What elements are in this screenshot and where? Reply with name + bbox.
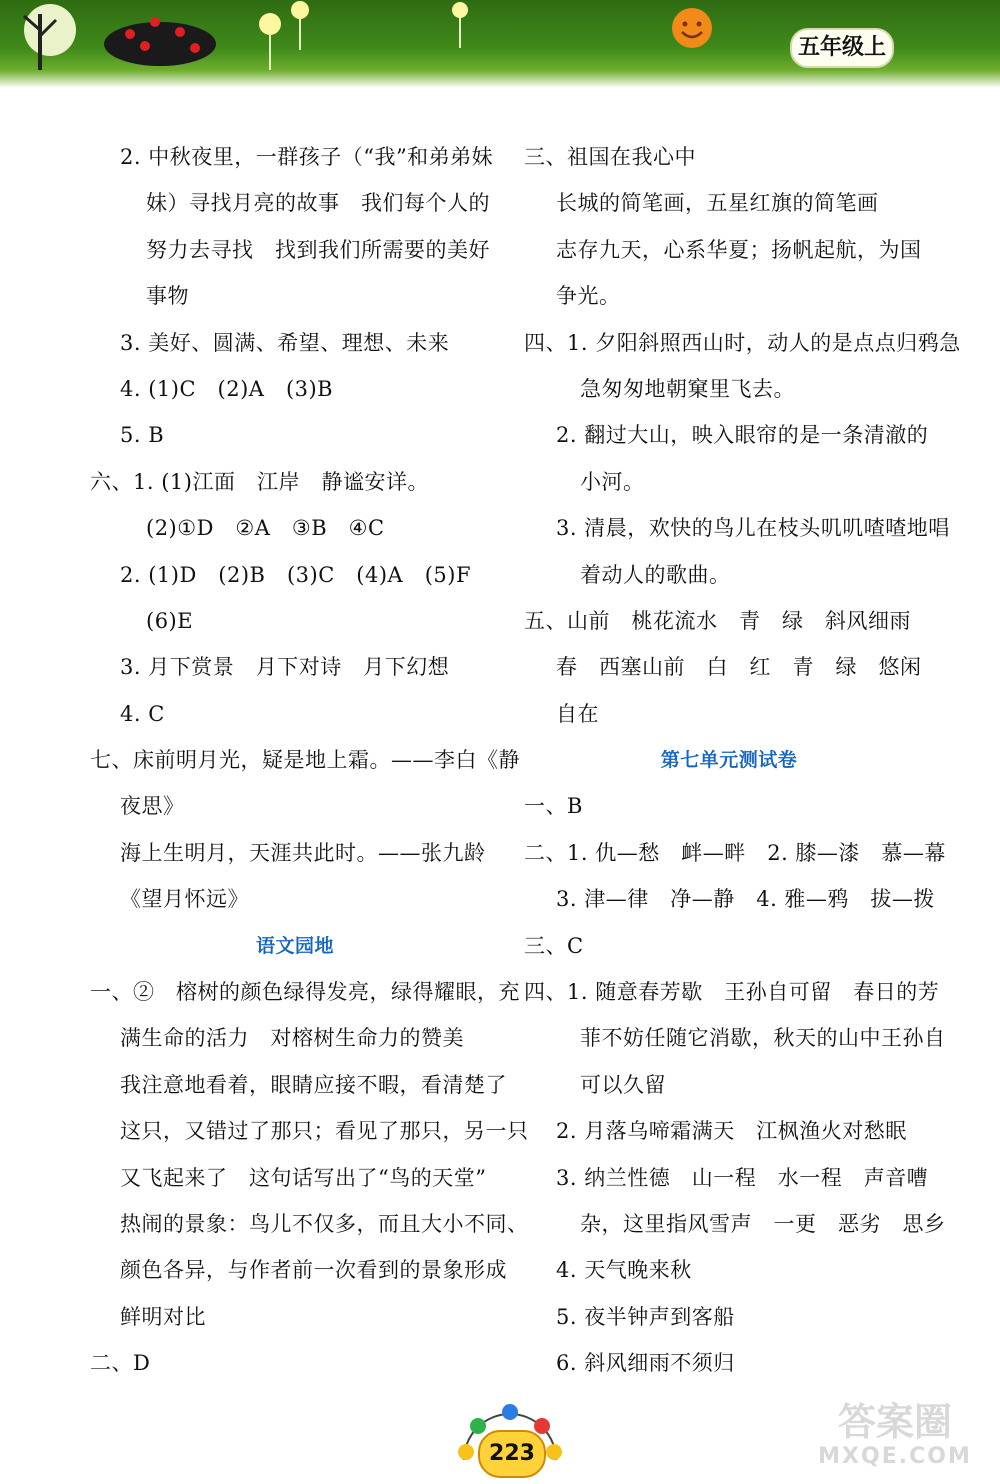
answer-line: 二、1. 仇—愁 衅—畔 2. 膝—漆 慕—幕	[524, 840, 946, 865]
answer-line: 可以久留	[580, 1072, 666, 1097]
answer-line: 六、1. (1)江面 江岸 静谧安详。	[90, 469, 429, 494]
answer-line: 3. 纳兰性德 山一程 水一程 声音嘈	[556, 1165, 929, 1190]
answer-line: 着动人的歌曲。	[580, 562, 731, 587]
answer-line: 3. 津—律 净—静 4. 雅—鸦 拔—拨	[556, 887, 935, 912]
answer-line: 2. 月落乌啼霜满天 江枫渔火对愁眠	[556, 1119, 907, 1144]
section-heading: 语文园地	[255, 934, 334, 957]
header-banner	[0, 0, 1000, 88]
answer-line: 杂，这里指风雪声 一更 恶劣 思乡	[580, 1211, 946, 1236]
answer-line: 四、1. 随意春芳歇 王孙自可留 春日的芳	[524, 980, 940, 1005]
answer-line: 长城的简笔画，五星红旗的简笔画	[556, 191, 879, 216]
answer-line: 6. 斜风细雨不须归	[556, 1351, 735, 1376]
left-column	[90, 134, 529, 1387]
answer-line: 志存九天，心系华夏；扬帆起航，为国	[556, 237, 922, 262]
answer-line: 五、山前 桃花流水 青 绿 斜风细雨	[524, 608, 911, 633]
answer-line: 4. 天气晚来秋	[556, 1258, 692, 1283]
answer-line: 三、C	[524, 933, 584, 958]
answer-line: 热闹的景象：鸟儿不仅多，而且大小不同、	[120, 1211, 529, 1236]
answer-line: 2. 翻过大山，映入眼帘的是一条清澈的	[556, 423, 929, 448]
answer-line: 春 西塞山前 白 红 青 绿 悠闲	[556, 655, 922, 680]
page-number: 223	[478, 1430, 546, 1478]
answer-line: 4. (1)C (2)A (3)B	[120, 376, 334, 401]
answer-line: 妹）寻找月亮的故事 我们每个人的	[146, 191, 490, 216]
answer-line: 努力去寻找 找到我们所需要的美好	[146, 237, 490, 262]
answer-line: 事物	[146, 284, 189, 309]
answer-line: 菲不妨任随它消歇，秋天的山中王孙自	[580, 1026, 946, 1051]
watermark-logo-text: 答案圈	[837, 1400, 952, 1444]
answer-line: 3. 月下赏景 月下对诗 月下幻想	[120, 655, 450, 680]
answer-line: 一、B	[524, 794, 583, 819]
answer-line: 一、② 榕树的颜色绿得发亮，绿得耀眼，充	[90, 980, 520, 1005]
answer-line: 海上生明月，天涯共此时。——张九龄	[120, 840, 486, 865]
answer-line: 我注意地看着，眼睛应接不暇，看清楚了	[120, 1072, 507, 1097]
answer-line: 七、床前明月光，疑是地上霜。——李白《静	[90, 748, 520, 773]
answer-line: (6)E	[146, 608, 194, 633]
watermark	[800, 1400, 990, 1475]
watermark-url: MXQE.COM	[818, 1444, 972, 1469]
answer-line: 2. (1)D (2)B (3)C (4)A (5)F	[120, 562, 472, 587]
answer-line: 3. 清晨，欢快的鸟儿在枝头叽叽喳喳地唱	[556, 516, 950, 541]
answer-line: 5. B	[120, 423, 165, 448]
page-number-badge	[450, 1400, 570, 1480]
answer-line: 自在	[556, 701, 599, 726]
answer-line: 鲜明对比	[120, 1304, 206, 1329]
answer-line: 5. 夜半钟声到客船	[556, 1304, 735, 1329]
answer-line: 4. C	[120, 701, 165, 726]
answer-line: 《望月怀远》	[120, 887, 249, 912]
answer-line: 这只，又错过了那只；看见了那只，另一只	[120, 1119, 529, 1144]
answer-line: 三、祖国在我心中	[524, 145, 696, 169]
right-column	[524, 134, 961, 1387]
answer-line: 小河。	[580, 469, 645, 494]
answer-line: 3. 美好、圆满、希望、理想、未来	[120, 330, 450, 355]
grade-label: 五年级上	[790, 28, 894, 68]
answer-line: 夜思》	[120, 794, 185, 819]
answer-line: 四、1. 夕阳斜照西山时，动人的是点点归鸦急	[524, 330, 961, 355]
answer-line: 急匆匆地朝窠里飞去。	[580, 376, 795, 401]
answer-line: (2)①D ②A ③B ④C	[146, 516, 385, 541]
answer-line: 争光。	[556, 284, 621, 309]
answer-line: 2. 中秋夜里，一群孩子（“我”和弟弟妹	[120, 145, 494, 169]
section-heading: 第七单元测试卷	[660, 749, 798, 772]
answer-line: 颜色各异，与作者前一次看到的景象形成	[120, 1258, 507, 1283]
answer-line: 又飞起来了 这句话写出了“鸟的天堂”	[120, 1165, 487, 1190]
answer-line: 满生命的活力 对榕树生命力的赞美	[120, 1026, 464, 1051]
answer-line: 二、D	[90, 1351, 151, 1376]
